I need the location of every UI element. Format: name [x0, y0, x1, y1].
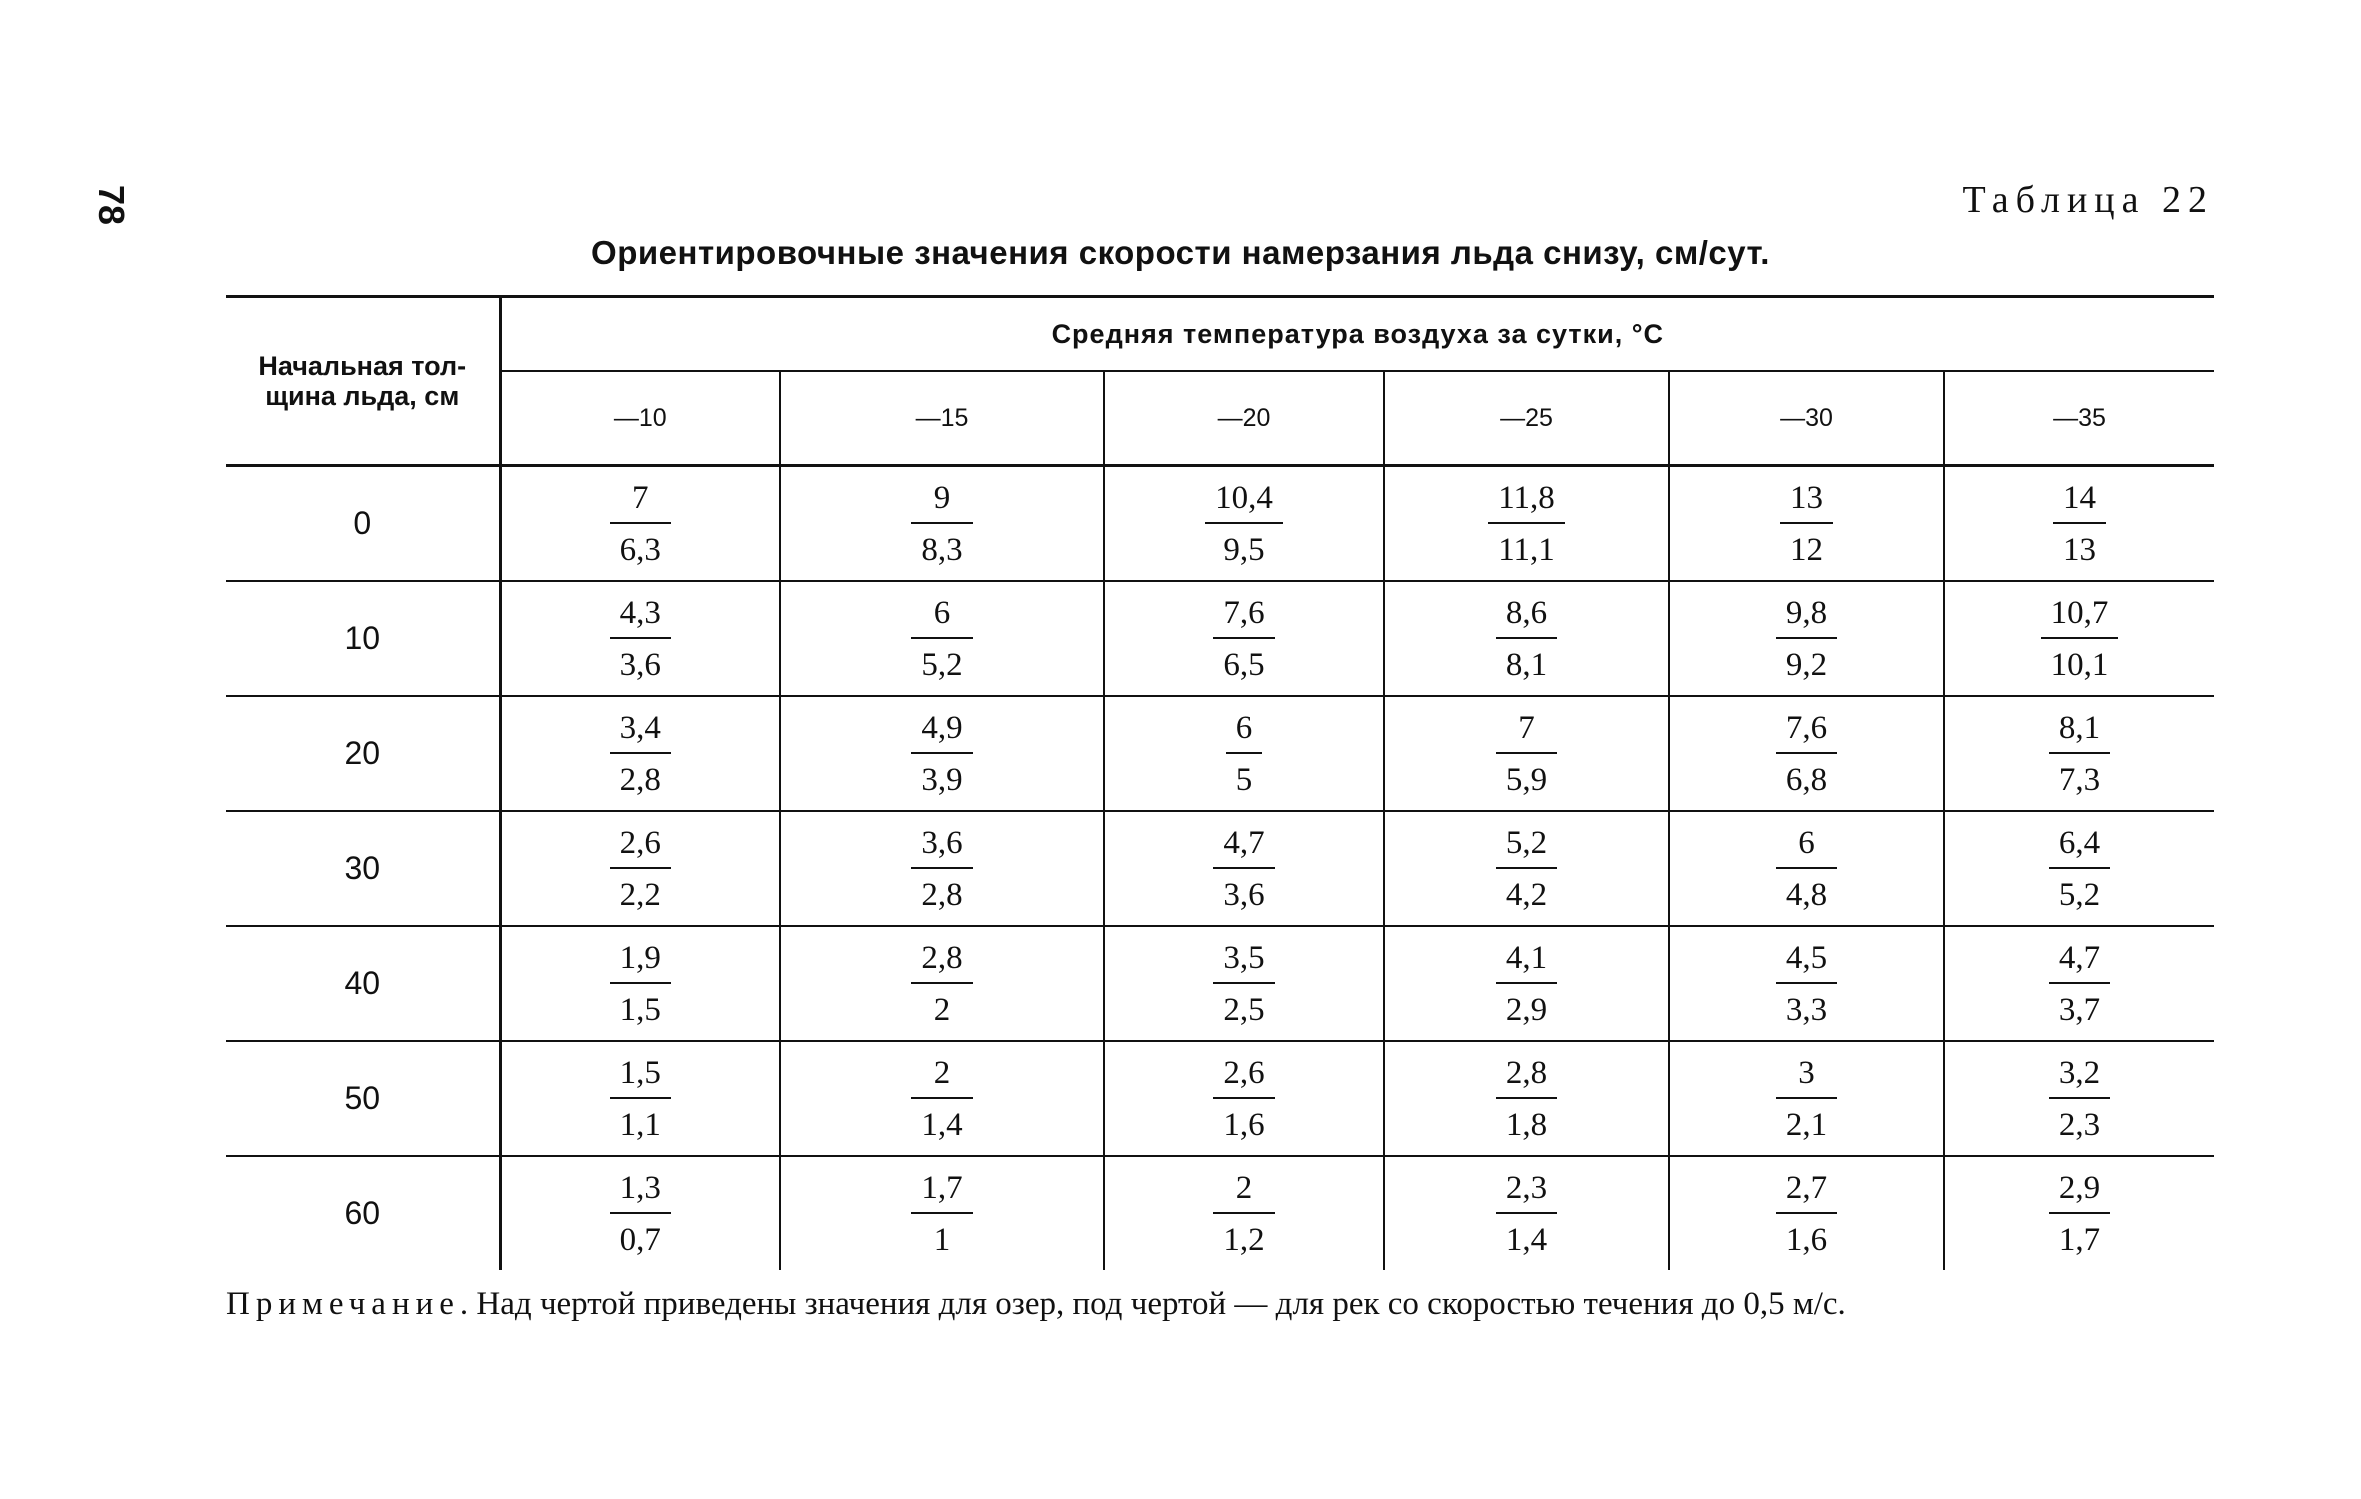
table-title: Ориентировочные значения скорости намерзания льда снизу, см/сут.: [591, 234, 1770, 271]
growth-rate-cell: [780, 696, 1104, 811]
growth-rate-cell: [1384, 926, 1669, 1041]
fraction: [1496, 1166, 1557, 1262]
river-value: 1,4: [1505, 1221, 1548, 1258]
river-value: 1,4: [921, 1106, 963, 1143]
growth-rate-cell: [1669, 581, 1944, 696]
temperature-header: —25: [1384, 371, 1669, 466]
table-body: [226, 466, 2214, 1271]
temperature-header-row: [226, 371, 2214, 466]
fraction: [1776, 591, 1837, 687]
growth-rate-cell: [500, 696, 780, 811]
river-value: 3,7: [2058, 991, 2101, 1028]
growth-rate-cell: [1944, 811, 2214, 926]
lake-value: 2,9: [2049, 1166, 2110, 1214]
river-value: 1,6: [1785, 1221, 1828, 1258]
river-value: 9,5: [1223, 531, 1265, 568]
lake-value: 1,5: [610, 1051, 671, 1099]
lake-value: 2,8: [911, 936, 972, 984]
river-value: 1,2: [1223, 1221, 1265, 1258]
lake-value: 9,8: [1776, 591, 1837, 639]
river-value: 12: [1790, 531, 1823, 568]
growth-rate-cell: [1944, 696, 2214, 811]
lake-value: 9: [911, 476, 972, 524]
ice-thickness-cell: 20: [226, 696, 500, 811]
fraction: [911, 706, 972, 802]
fraction: [2049, 1051, 2110, 1147]
growth-rate-cell: [780, 581, 1104, 696]
river-value: 5,9: [1505, 761, 1548, 798]
lake-value: 4,7: [1213, 821, 1274, 869]
fraction: [610, 1051, 671, 1147]
fraction: [610, 821, 671, 917]
temperature-header: —30: [1669, 371, 1944, 466]
lake-value: 6: [911, 591, 972, 639]
river-value: 1,5: [619, 991, 661, 1028]
growth-rate-cell: [1944, 466, 2214, 582]
table-row: [226, 1156, 2214, 1270]
fraction: [2049, 821, 2110, 917]
river-value: 3,9: [921, 761, 963, 798]
row-header: Начальная тол-щина льда, см: [226, 297, 500, 466]
lake-value: 7,6: [1776, 706, 1837, 754]
lake-value: 5,2: [1496, 821, 1557, 869]
lake-value: 7,6: [1213, 591, 1274, 639]
fraction: [1780, 476, 1833, 572]
growth-rate-cell: [500, 581, 780, 696]
lake-value: 1,7: [911, 1166, 972, 1214]
fraction: [610, 936, 671, 1032]
growth-rate-cell: [780, 926, 1104, 1041]
lake-value: 6: [1776, 821, 1837, 869]
growth-rate-cell: [1384, 811, 1669, 926]
growth-rate-cell: [1384, 1041, 1669, 1156]
lake-value: 1,9: [610, 936, 671, 984]
ice-thickness-cell: 0: [226, 466, 500, 582]
lake-value: 3: [1776, 1051, 1837, 1099]
lake-value: 2: [1213, 1166, 1274, 1214]
river-value: 6,5: [1223, 646, 1265, 683]
lake-value: 10,4: [1205, 476, 1283, 524]
river-value: 1,8: [1505, 1106, 1548, 1143]
lake-value: 3,5: [1213, 936, 1274, 984]
growth-rate-cell: [1104, 1041, 1384, 1156]
lake-value: 8,6: [1496, 591, 1557, 639]
fraction: [1776, 1166, 1837, 1262]
fraction: [1776, 706, 1837, 802]
fraction: [2049, 936, 2110, 1032]
fraction: [1776, 1051, 1837, 1147]
table-row: [226, 466, 2214, 582]
lake-value: 2: [911, 1051, 972, 1099]
lake-value: 3,2: [2049, 1051, 2110, 1099]
lake-value: 7: [1496, 706, 1557, 754]
table-row: [226, 696, 2214, 811]
growth-rate-cell: [1944, 581, 2214, 696]
fraction: [911, 821, 972, 917]
growth-rate-cell: [1384, 466, 1669, 582]
growth-rate-cell: [1104, 926, 1384, 1041]
note-text: . Над чертой приведены значения для озер, под чертой — для рек со скоростью течения до 0,5 м/с.: [459, 1286, 1846, 1322]
growth-rate-cell: [500, 811, 780, 926]
lake-value: 6: [1226, 706, 1263, 754]
temperature-header: —15: [780, 371, 1104, 466]
growth-rate-cell: [500, 1156, 780, 1270]
river-value: 10,1: [2050, 646, 2109, 683]
growth-rate-cell: [500, 926, 780, 1041]
lake-value: 8,1: [2049, 706, 2110, 754]
growth-rate-cell: [1384, 581, 1669, 696]
river-value: 1: [933, 1221, 951, 1258]
fraction: [610, 706, 671, 802]
river-value: 11,1: [1498, 531, 1555, 568]
growth-rate-cell: [1104, 696, 1384, 811]
fraction: [1205, 476, 1283, 572]
fraction: [911, 1051, 972, 1147]
fraction: [1496, 1051, 1557, 1147]
lake-value: 3,4: [610, 706, 671, 754]
page-number: 78: [91, 185, 132, 226]
fraction: [1776, 821, 1837, 917]
ice-thickness-cell: 50: [226, 1041, 500, 1156]
fraction: [1496, 821, 1557, 917]
table-note: [226, 1286, 2214, 1322]
growth-rate-cell: [780, 466, 1104, 582]
growth-rate-cell: [1669, 1041, 1944, 1156]
note-label: Примечание: [226, 1286, 460, 1322]
fraction: [610, 1166, 671, 1262]
river-value: 5,2: [2058, 876, 2101, 913]
lake-value: 13: [1780, 476, 1833, 524]
fraction: [1213, 936, 1274, 1032]
growth-rate-cell: [1384, 1156, 1669, 1270]
ice-thickness-cell: 60: [226, 1156, 500, 1270]
growth-rate-cell: [500, 1041, 780, 1156]
lake-value: 4,1: [1496, 936, 1557, 984]
lake-value: 10,7: [2041, 591, 2119, 639]
ice-thickness-cell: 40: [226, 926, 500, 1041]
river-value: 2,9: [1505, 991, 1548, 1028]
growth-rate-cell: [1104, 1156, 1384, 1270]
river-value: 2,8: [921, 876, 963, 913]
growth-rate-cell: [780, 1156, 1104, 1270]
lake-value: 4,5: [1776, 936, 1837, 984]
growth-rate-cell: [780, 811, 1104, 926]
lake-value: 11,8: [1488, 476, 1565, 524]
river-value: 2,1: [1785, 1106, 1828, 1143]
ice-growth-table: [226, 295, 2214, 1270]
lake-value: 4,9: [911, 706, 972, 754]
table-label: Таблица 22: [1962, 179, 2214, 221]
river-value: 13: [2063, 531, 2097, 568]
growth-rate-cell: [1944, 1156, 2214, 1270]
lake-value: 2,8: [1496, 1051, 1557, 1099]
river-value: 6,8: [1785, 761, 1828, 798]
lake-value: 1,3: [610, 1166, 671, 1214]
group-header: Средняя температура воздуха за сутки, °C: [500, 297, 2214, 372]
fraction: [1213, 1166, 1274, 1262]
lake-value: 2,6: [1213, 1051, 1274, 1099]
river-value: 7,3: [2058, 761, 2101, 798]
fraction: [610, 591, 671, 687]
fraction: [1496, 936, 1557, 1032]
river-value: 3,6: [619, 646, 661, 683]
table-row: [226, 581, 2214, 696]
river-value: 1,6: [1223, 1106, 1265, 1143]
growth-rate-cell: [1104, 466, 1384, 582]
river-value: 2,5: [1223, 991, 1265, 1028]
growth-rate-cell: [780, 1041, 1104, 1156]
fraction: [2053, 476, 2106, 572]
river-value: 8,1: [1505, 646, 1548, 683]
lake-value: 3,6: [911, 821, 972, 869]
fraction: [2049, 706, 2110, 802]
fraction: [1213, 821, 1274, 917]
lake-value: 2,7: [1776, 1166, 1837, 1214]
fraction: [911, 476, 972, 572]
fraction: [911, 1166, 972, 1262]
ice-thickness-cell: 10: [226, 581, 500, 696]
lake-value: 4,7: [2049, 936, 2110, 984]
lake-value: 7: [610, 476, 671, 524]
growth-rate-cell: [1104, 811, 1384, 926]
fraction: [1488, 476, 1565, 572]
fraction: [2049, 1166, 2110, 1262]
growth-rate-cell: [1669, 466, 1944, 582]
fraction: [1496, 706, 1557, 802]
river-value: 2: [933, 991, 951, 1028]
river-value: 0,7: [619, 1221, 661, 1258]
growth-rate-cell: [1384, 696, 1669, 811]
fraction: [911, 591, 972, 687]
temperature-header: —10: [500, 371, 780, 466]
fraction: [1496, 591, 1557, 687]
river-value: 9,2: [1785, 646, 1828, 683]
growth-rate-cell: [1104, 581, 1384, 696]
river-value: 1,7: [2058, 1221, 2101, 1258]
growth-rate-cell: [1669, 926, 1944, 1041]
river-value: 8,3: [921, 531, 963, 568]
lake-value: 14: [2053, 476, 2106, 524]
fraction: [911, 936, 972, 1032]
river-value: 5: [1235, 761, 1253, 798]
lake-value: 2,3: [1496, 1166, 1557, 1214]
fraction: [1226, 706, 1263, 802]
growth-rate-cell: [1669, 696, 1944, 811]
fraction: [2041, 591, 2119, 687]
growth-rate-cell: [1669, 1156, 1944, 1270]
table-row: [226, 811, 2214, 926]
river-value: 2,2: [619, 876, 661, 913]
fraction: [1776, 936, 1837, 1032]
river-value: 2,3: [2058, 1106, 2101, 1143]
growth-rate-cell: [1944, 926, 2214, 1041]
river-value: 2,8: [619, 761, 661, 798]
river-value: 6,3: [619, 531, 661, 568]
growth-rate-cell: [1944, 1041, 2214, 1156]
growth-rate-cell: [500, 466, 780, 582]
lake-value: 6,4: [2049, 821, 2110, 869]
river-value: 3,6: [1223, 876, 1265, 913]
river-value: 5,2: [921, 646, 963, 683]
river-value: 4,8: [1785, 876, 1828, 913]
table-row: [226, 1041, 2214, 1156]
lake-value: 4,3: [610, 591, 671, 639]
fraction: [1213, 591, 1274, 687]
lake-value: 2,6: [610, 821, 671, 869]
river-value: 3,3: [1785, 991, 1828, 1028]
ice-thickness-cell: 30: [226, 811, 500, 926]
temperature-header: —35: [1944, 371, 2214, 466]
fraction: [1213, 1051, 1274, 1147]
temperature-header: —20: [1104, 371, 1384, 466]
growth-rate-cell: [1669, 811, 1944, 926]
river-value: 4,2: [1505, 876, 1548, 913]
river-value: 1,1: [619, 1106, 661, 1143]
table-row: [226, 926, 2214, 1041]
fraction: [610, 476, 671, 572]
